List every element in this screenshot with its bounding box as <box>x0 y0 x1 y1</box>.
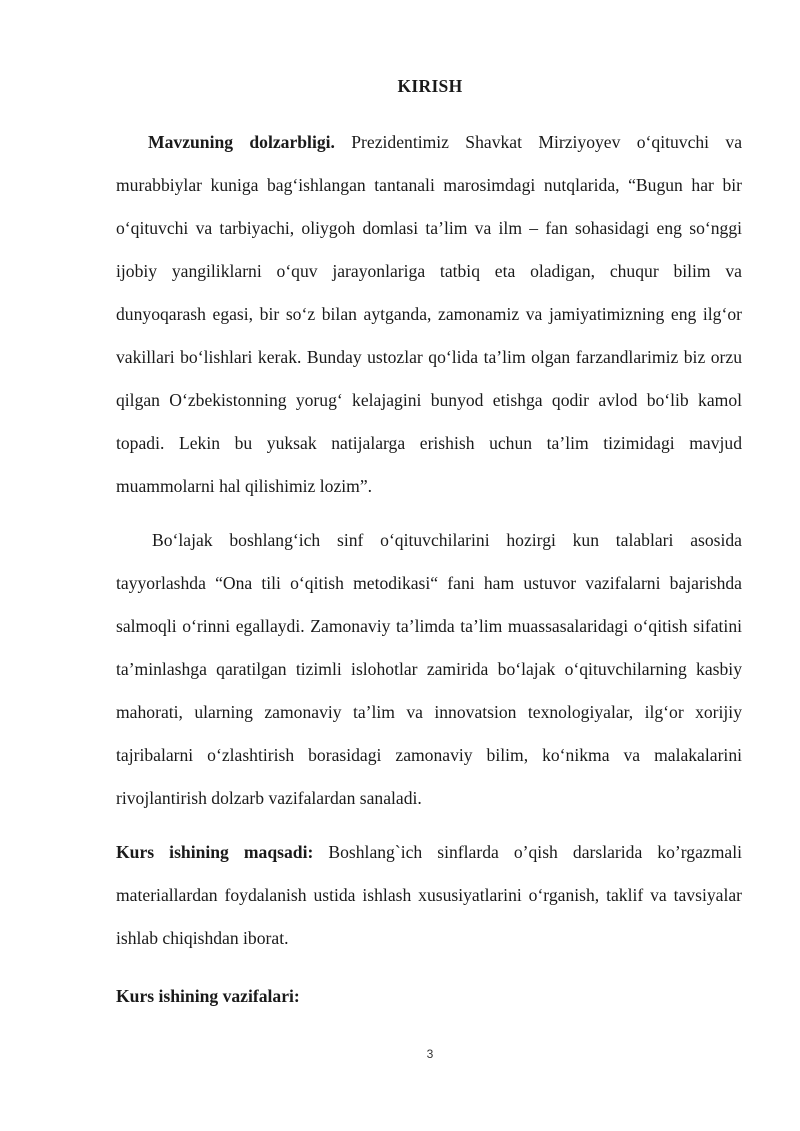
page-number: 3 <box>426 1047 434 1061</box>
relevance-heading: Mavzuning dolzarbligi. <box>148 132 335 152</box>
goal-heading: Kurs ishining maqsadi: <box>116 842 314 862</box>
second-paragraph: Bo‘lajak boshlang‘ich sinf o‘qituvchilarini hozirgi kun talablari asosida tayyorlashda “Ona tili o‘qitish metodikasi“ fani ham ustuvor vazifalarni bajarishda salmoqli o‘rinni egallaydi. Zamonaviy ta’limda ta’lim muassasalaridagi o‘qitish sifatini ta’minlashga qaratilgan tizimli islohotlar zamirida bo‘lajak o‘qituvchilarning kasbiy mahorati, ularning zamonaviy ta’lim va innovatsion texnologiyalar, ilg‘or xorijiy tajribalarni o‘zlashtirish borasidagi zamonaviy bilim, ko‘nikma va malakalarini rivojlantirish dolzarb vazifalardan sanaladi. <box>116 530 742 808</box>
relevance-paragraph <box>116 121 742 508</box>
goal-paragraph <box>116 831 742 960</box>
goal-text: Boshlang`ich sinflarda o’qish darslarida ko’rgazmali materiallardan foydalanish ustida ishlash xususiyatlarini o‘rganish, taklif va tavsiyalar ishlab chiqishdan iborat. <box>116 842 742 948</box>
tasks-heading: Kurs ishining vazifalari: <box>116 986 300 1006</box>
page-title: KIRISH <box>397 76 463 96</box>
relevance-text: Prezidentimiz Shavkat Mirziyoyev o‘qituvchi va murabbiylar kuniga bag‘ishlangan tantanali marosimdagi nutqlarida, “Bugun har bir o‘qituvchi va tarbiyachi, oliygoh domlasi ta’lim va ilm – fan sohasidagi eng so‘nggi ijobiy yangiliklarni o‘quv jarayonlariga tatbiq eta oladigan, chuqur bilim va dunyoqarash egasi, bir so‘z bilan aytganda, zamonamiz va jamiyatimizning eng ilg‘or vakillari bo‘lishlari kerak. Bunday ustozlar qo‘lida ta’lim olgan farzandlarimiz biz orzu qilgan O‘zbekistonning yorug‘ kelajagini bunyod etishga qodir avlod bo‘lib kamol topadi. Lekin bu yuksak natijalarga erishish uchun ta’lim tizimidagi mavjud muammolarni hal qilishimiz lozim”. <box>116 132 742 496</box>
